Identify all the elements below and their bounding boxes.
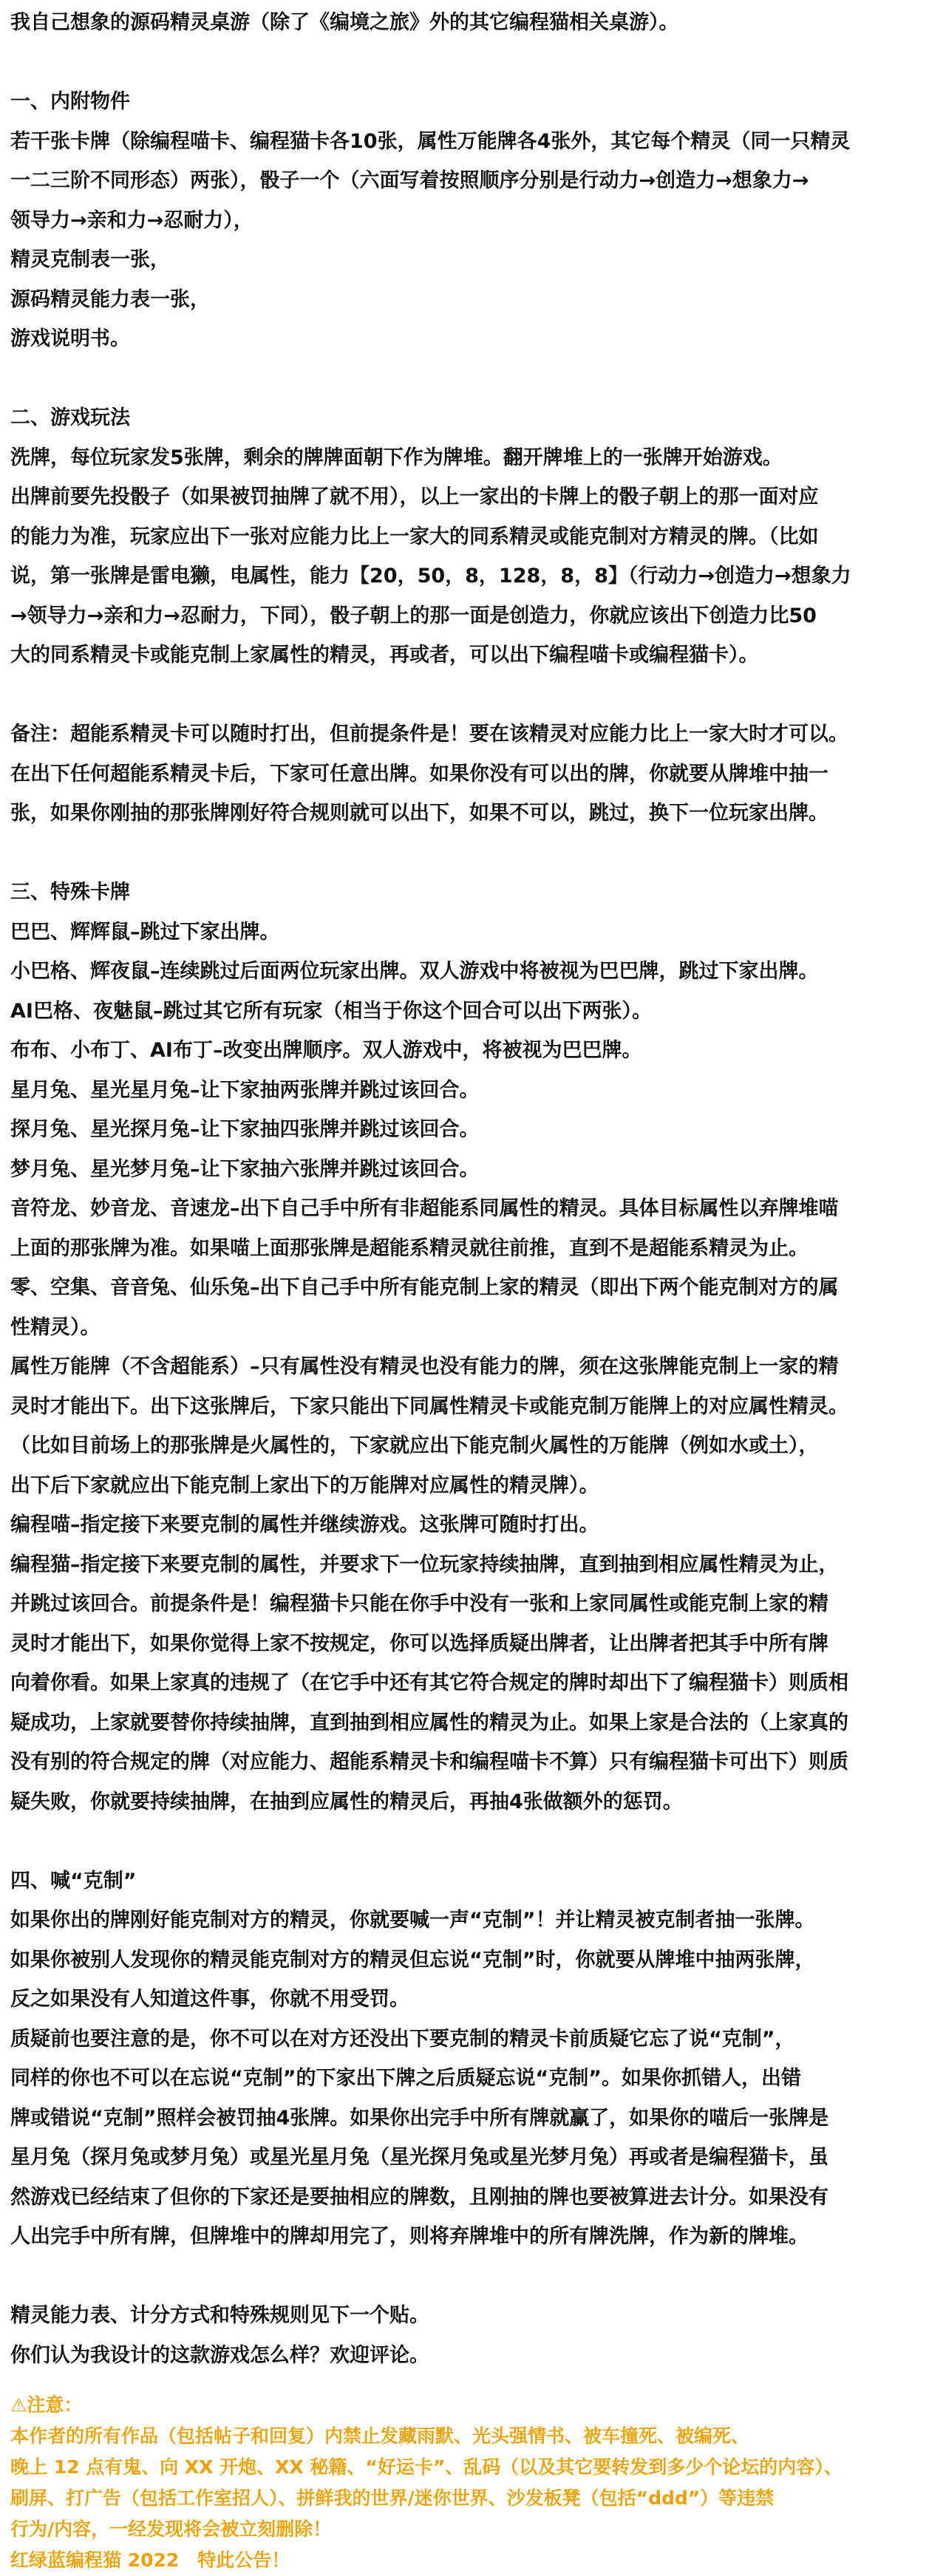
body-line: 巴巴、辉辉鼠–跳过下家出牌。 [10,920,280,944]
body-line: AI巴格、夜魅鼠–跳过其它所有玩家（相当于你这个回合可以出下两张）。 [10,999,652,1023]
spacer [10,359,936,399]
section-heading-gameplay: 二、游戏玩法 [10,406,130,429]
body-line: 精灵克制表一张， [10,248,170,271]
body-line: 灵时才能出下，如果你觉得上家不按规定，你可以选择质疑出牌者，让出牌者把其手中所有牌 [10,1632,828,1655]
spacer [10,675,936,715]
body-line: 如果你出的牌刚好能克制对方的精灵，你就要喊一声“克制”！并让精灵被克制者抽一张牌。 [10,1909,815,1932]
body-line: 零、空集、音音兔、仙乐兔–出下自己手中所有能克制上家的精灵（即出下两个能克制对方的属 [10,1276,839,1299]
section-heading-special-cards: 三、特殊卡牌 [10,881,130,904]
body-line: 小巴格、辉夜鼠–连续跳过后面两位玩家出牌。双人游戏中将被视为巴巴牌，跳过下家出牌。 [10,960,819,983]
note-line: 在出下任何超能系精灵卡后，下家可任意出牌。如果你没有可以出的牌，你就要从牌堆中抽一 [10,762,828,786]
body-line: 音符龙、妙音龙、音速龙–出下自己手中所有非超能系同属性的精灵。具体目标属性以弃牌堆喵 [10,1197,839,1220]
body-line: →领导力→亲和力→忍耐力，下同），骰子朝上的那一面是创造力，你就应该出下创造力比50 [10,604,817,627]
notice-box [10,2390,936,2576]
body-line: 编程喵–指定接下来要克制的属性并继续游戏。这张牌可随时打出。 [10,1513,599,1536]
note-line: 张，如果你刚抽的那张牌刚好符合规则就可以出下，如果不可以，跳过，换下一位玩家出牌。 [10,802,828,825]
body-line: 没有别的符合规定的牌（对应能力、超能系精灵卡和编程喵卡不算）只有编程猫卡可出下）则质 [10,1751,848,1773]
body-line: 同样的你也不可以在忘说“克制”的下家出下牌之后质疑忘说“克制”。如果你抓错人，出错 [10,2067,801,2090]
body-line: 若干张卡牌（除编程喵卡、编程猫卡各10张，属性万能牌各4张外，其它每个精灵（同一只精灵 [10,129,851,153]
spacer [10,834,936,873]
body-line: 出下后下家就应出下能克制上家出下的万能牌对应属性的精灵牌）。 [10,1473,599,1497]
body-line: 上面的那张牌为准。如果喵上面那张牌是超能系精灵就往前推，直到不是超能系精灵为止。 [10,1236,809,1260]
body-line: 梦月兔、星光梦月兔–让下家抽六张牌并跳过该回合。 [10,1157,480,1181]
body-line: 星月兔（探月兔或梦月兔）或星光星月兔（星光探月兔或星光梦月兔）再或者是编程猫卡，虽 [10,2146,828,2169]
body-line: 游戏说明书。 [10,327,130,350]
note-line: 备注：超能系精灵卡可以随时打出，但前提条件是！要在该精灵对应能力比上一家大时才可以。 [10,723,848,746]
body-line: 灵时才能出下。出下这张牌后，下家只能出下同属性精灵卡或能克制万能牌上的对应属性精灵。 [10,1394,848,1418]
body-line: 探月兔、星光探月兔–让下家抽四张牌并跳过该回合。 [10,1118,480,1141]
body-line: 属性万能牌（不含超能系）–只有属性没有精灵也没有能力的牌，须在这张牌能克制上一家的精 [10,1355,839,1378]
closing-line: 你们认为我设计的这款游戏怎么样？欢迎评论。 [10,2343,429,2367]
body-line: 质疑前也要注意的是，你不可以在对方还没出下要克制的精灵卡前质疑它忘了说“克制”， [10,2027,795,2051]
body-line: （比如目前场上的那张牌是火属性的，下家就应出下能克制火属性的万能牌（例如水或土）， [10,1434,819,1457]
body-line: 说，第一张牌是雷电獭，电属性，能力【20，50，8，128，8，8】（行动力→创造力→想象力 [10,565,851,587]
body-line: 疑成功，上家就要替你持续抽牌，直到抽到相应属性的精灵为止。如果上家是合法的（上家真的 [10,1711,848,1734]
notice-title: ⚠注意： [10,2394,83,2416]
body-line: 大的同系精灵卡或能克制上家属性的精灵，再或者，可以出下编程喵卡或编程猫卡）。 [10,644,759,667]
body-line: 领导力→亲和力→忍耐力）， [10,208,253,232]
body-line: 人出完手中所有牌，但牌堆中的牌却用完了，则将弃牌堆中的所有牌洗牌，作为新的牌堆。 [10,2225,809,2248]
notice-line: 行为/内容，一经发现将会被立刻删除！ [10,2518,332,2540]
body-line: 的能力为准，玩家应出下一张对应能力比上一家大的同系精灵或能克制对方精灵的牌。（比如 [10,525,819,548]
body-line: 洗牌，每位玩家发5张牌，剩余的牌牌面朝下作为牌堆。翻开牌堆上的一张牌开始游戏。 [10,446,783,469]
body-line: 星月兔、星光星月兔–让下家抽两张牌并跳过该回合。 [10,1078,480,1102]
notice-line: 本作者的所有作品（包括帖子和回复）内禁止发藏雨默、光头强情书、被车撞死、被编死、 [10,2425,750,2447]
section-heading-call-counter: 四、喊“克制” [10,1869,137,1892]
body-line: 疑失败，你就要持续抽牌，在抽到应属性的精灵后，再抽4张做额外的惩罚。 [10,1790,683,1813]
notice-signature: 红绿蓝编程猫 2022 特此公告！ [10,2549,290,2571]
body-line: 并跳过该回合。前提条件是！编程猫卡只能在你手中没有一张和上家同属性或能克制上家的精 [10,1592,828,1615]
body-line: 性精灵）。 [10,1315,101,1339]
notice-line: 刷屏、打广告（包括工作室招人）、拼鲜我的世界/迷你世界、沙发板凳（包括“ddd”）等违禁 [10,2487,775,2509]
notice-line: 晚上 12 点有鬼、向 XX 开炮、XX 秘籍、“好运卡”、乱码（以及其它要转发到多少个论坛的内容）、 [10,2456,843,2478]
body-line: 牌或错说“克制”照样会被罚抽4张牌。如果你出完手中所有牌就赢了，如果你的喵后一张牌是 [10,2106,829,2130]
body-line: 然游戏已经结束了但你的下家还是要抽相应的牌数，且刚抽的牌也要被算进去计分。如果没有 [10,2185,828,2209]
body-line: 出牌前要先投骰子（如果被罚抽牌了就不用），以上一家出的卡牌上的骰子朝上的那一面对应 [10,485,819,508]
intro-text: 我自己想象的源码精灵桌游（除了《编境之旅》外的其它编程猫相关桌游）。 [10,11,679,34]
spacer [10,43,936,83]
closing-line: 精灵能力表、计分方式和特殊规则见下一个贴。 [10,2304,429,2327]
section-heading-contents: 一、内附物件 [10,90,130,113]
body-line: 向着你看。如果上家真的违规了（在它手中还有其它符合规定的牌时却出下了编程猫卡）则质相 [10,1672,848,1694]
body-line: 如果你被别人发现你的精灵能克制对方的精灵但忘说“克制”时，你就要从牌堆中抽两张牌， [10,1948,815,1972]
body-line: 一二三阶不同形态）两张），骰子一个（六面写着按照顺序分别是行动力→创造力→想象力→ [10,169,809,192]
body-line: 编程猫–指定接下来要克制的属性，并要求下一位玩家持续抽牌，直到抽到相应属性精灵为止， [10,1553,839,1576]
body-line: 源码精灵能力表一张， [10,287,210,311]
spacer [10,1822,936,1861]
body-line: 反之如果没有人知道这件事，你就不用受罚。 [10,1988,409,2011]
body-line: 布布、小布丁、AI布丁–改变出牌顺序。双人游戏中，将被视为巴巴牌。 [10,1039,642,1062]
spacer [10,2257,936,2297]
